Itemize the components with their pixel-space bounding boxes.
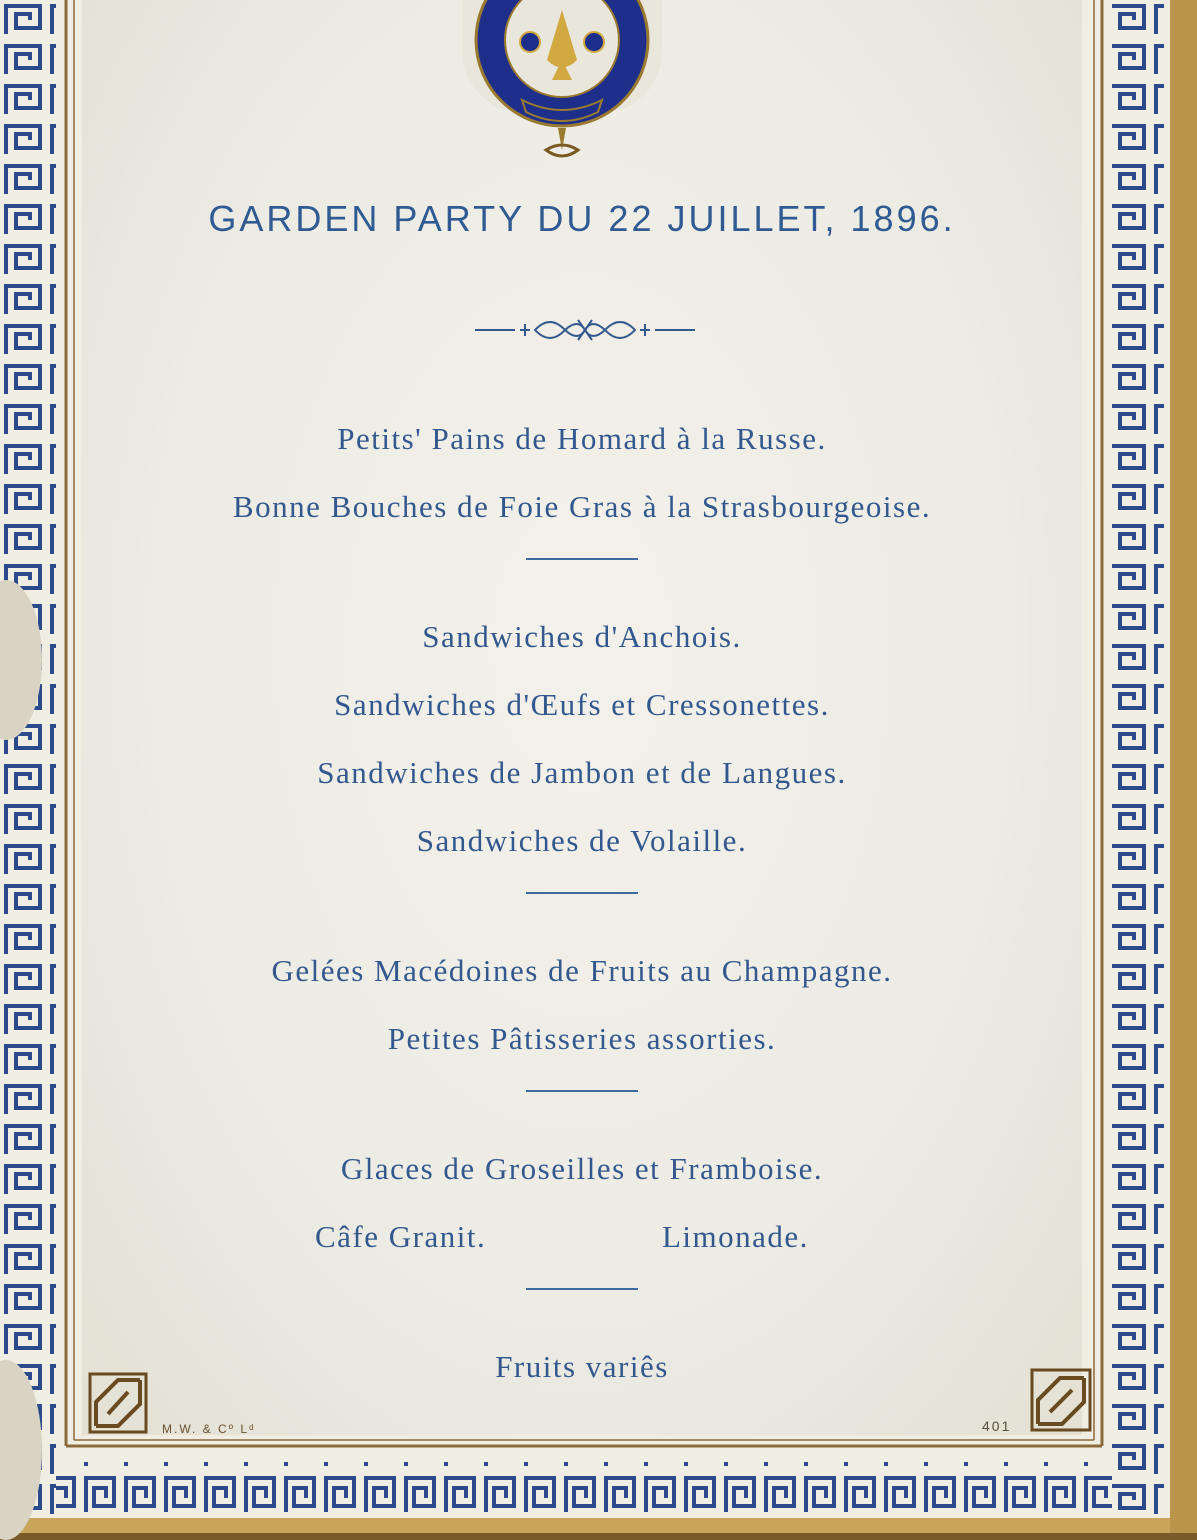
menu-section [82,1140,1082,1276]
menu-section [82,410,1082,546]
menu-title: GARDEN PARTY DU 22 JUILLET, 1896. [208,198,956,239]
printer-mark: M.W. & Cº Lᵈ [162,1422,256,1436]
menu-item: Fruits variês [495,1349,669,1384]
section-divider [526,892,638,894]
menu-item: Sandwiches de Volaille. [416,823,748,858]
section-divider [526,1090,638,1092]
card-number: 401 [982,1418,1012,1434]
menu-item: Petites Pâtisseries assorties. [387,1021,777,1056]
menu-item: Petits' Pains de Homard à la Russe. [337,421,827,456]
menu-item: Glaces de Groseilles et Framboise. [340,1151,824,1186]
menu-item: Sandwiches d'Anchois. [422,619,742,654]
corner-ornament-left [88,1372,148,1434]
drink-item: Limonade. [662,1219,809,1254]
crest-badge [462,0,662,170]
section-divider [526,558,638,560]
menu-item: Sandwiches d'Œufs et Cressonettes. [334,687,830,722]
menu-item: Sandwiches de Jambon et de Langues. [317,755,847,790]
menu-body [82,410,1082,1406]
ornamental-flourish [470,310,700,350]
drinks-row [82,1208,1082,1276]
menu-item: Gelées Macédoines de Fruits au Champagne. [271,953,893,988]
menu-section [82,608,1082,880]
menu-section [82,942,1082,1078]
section-divider [526,1288,638,1290]
menu-item: Bonne Bouches de Foie Gras à la Strasbourgeoise. [232,489,932,524]
drink-item: Câfe Granit. [315,1219,487,1254]
menu-section [82,1338,1082,1406]
corner-ornament-right [1030,1368,1092,1432]
